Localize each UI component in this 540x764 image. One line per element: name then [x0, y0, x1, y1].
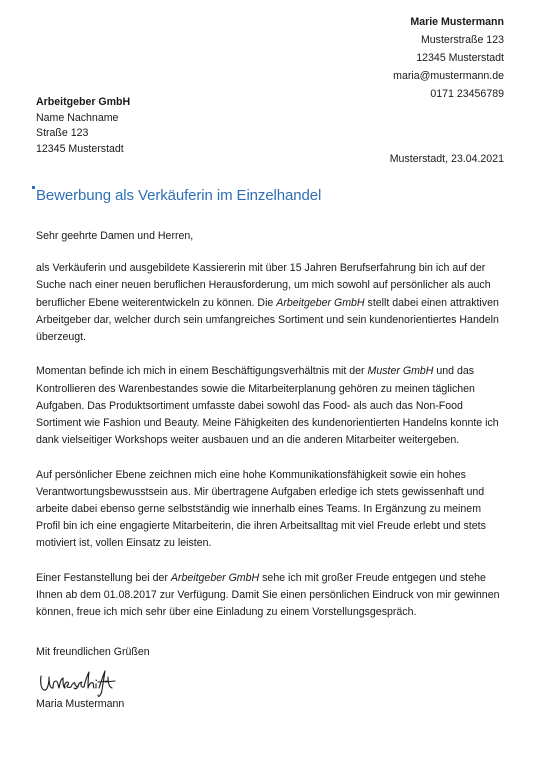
- recipient-city: 12345 Musterstadt: [36, 142, 124, 155]
- paragraph: [36, 363, 506, 449]
- subject-marker: [32, 186, 35, 189]
- letter-date: Musterstadt, 23.04.2021: [389, 153, 504, 165]
- italic-company-name: Muster GmbH: [367, 365, 434, 378]
- paragraph-text: als Verkäuferin und ausgebildete Kassiererin mit über 15 Jahren Berufserfahrung bin ich auf der Suche nach einer neuen beruflichen Herausforderung, um mich sowohl auf persönlicher als auch beruflicher Ebene weiterentwickeln zu können. Die: [36, 262, 491, 309]
- sender-phone: 0171 23456789: [430, 88, 504, 100]
- paragraph-text: Auf persönlicher Ebene zeichnen mich eine hohe Kommunikationsfähigkeit sowie ein hohes Verantwortungsbewusstsein aus. Mir übertragene Aufgaben erledige ich stets gewissenhaft und arbeite dabei ebenso gerne selbstständig wie innerhalb eines Teams. In Ergänzung zu meinem Profil bin ich eine engagierte Mitarbeiterin, die ihren Arbeitsalltag mit viel Freude erlebt und stets motiviert ist, vollen Einsatz zu leisten.: [36, 468, 486, 550]
- paragraph: [36, 467, 506, 553]
- italic-company-name: Arbeitgeber GmbH: [276, 296, 365, 309]
- sender-city: 12345 Musterstadt: [416, 52, 504, 64]
- recipient-block: [36, 95, 130, 157]
- closing: Mit freundlichen Grüßen: [36, 646, 150, 658]
- paragraph-text: und das Kontrollieren des Warenbestandes sowie die Mitarbeiterplanung gehören zu meinen täglichen Aufgaben. Das Produktsortiment umfasste dabei sowohl das Food- als auch das Non-Food Sortiment wie Fashion und Beauty. Meine Fähigkeiten des kundenorientierten Handelns konnte ich dank vielseitiger Workshops weiter ausbauen und an die anderen Mitarbeiter weitergeben.: [36, 365, 499, 447]
- italic-company-name: Arbeitgeber GmbH: [170, 571, 260, 584]
- subject-line: Bewerbung als Verkäuferin im Einzelhandel: [36, 187, 322, 204]
- signer-name: Maria Mustermann: [36, 698, 125, 710]
- paragraph: [36, 570, 506, 622]
- salutation: Sehr geehrte Damen und Herren,: [36, 230, 194, 242]
- paragraph-text: Einer Festanstellung bei der: [36, 571, 171, 584]
- handwritten-signature: [38, 668, 130, 700]
- recipient-contact: Name Nachname: [36, 111, 119, 124]
- recipient-street: Straße 123: [36, 127, 89, 139]
- recipient-company: Arbeitgeber GmbH: [36, 96, 131, 108]
- paragraph-text: sehe ich mit großer Freude entgegen und stehe Ihnen ab dem 01.08.2017 zur Verfügung. Damit Sie einen persönlichen Eindruck von mir gewinnen können, freue ich mich sehr über eine Einladung zu einem Vorstellungsgespräch.: [36, 571, 500, 619]
- sender-block: [393, 13, 504, 103]
- letter-body: [36, 228, 506, 639]
- paragraph-text: stellt dabei einen attraktiven Arbeitgeber dar, welcher durch sein umfangreiches Sortiment und sein kundenorientiertes Handeln überzeugt.: [36, 296, 499, 344]
- paragraph: [36, 260, 506, 346]
- sender-name: Marie Mustermann: [410, 16, 504, 28]
- paragraph-text: Momentan befinde ich mich in einem Beschäftigungsverhältnis mit der: [36, 365, 368, 378]
- sender-street: Musterstraße 123: [420, 34, 504, 46]
- sender-email: maria@mustermann.de: [393, 70, 504, 82]
